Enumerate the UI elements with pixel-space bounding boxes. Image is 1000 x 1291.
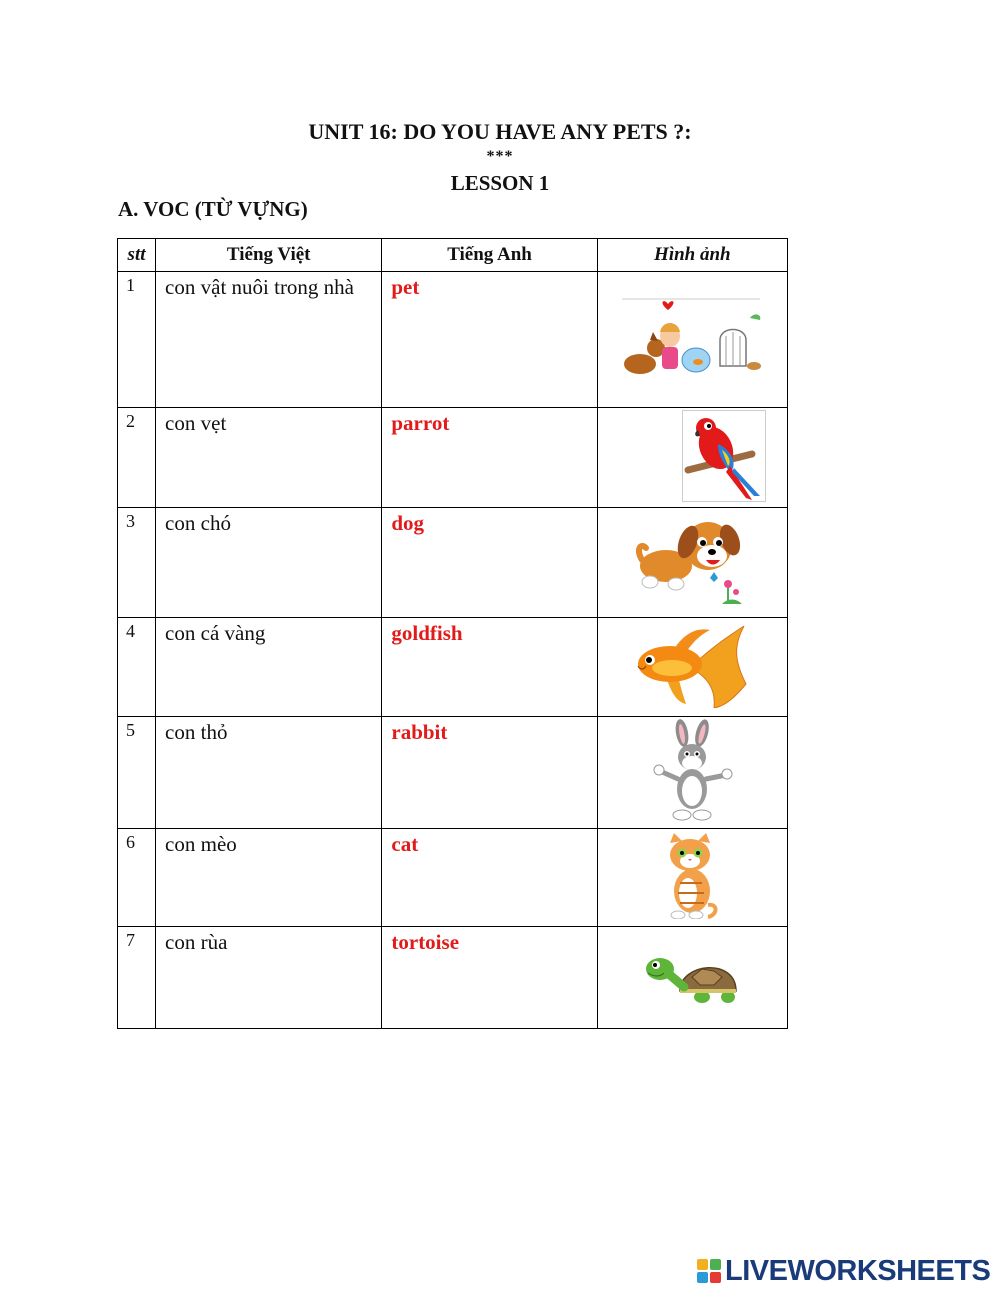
image-cell <box>597 829 787 927</box>
logo-block <box>710 1259 721 1270</box>
vietnamese-word: con thỏ <box>156 717 382 829</box>
vietnamese-word: con cá vàng <box>156 618 382 717</box>
table-row <box>118 927 788 1029</box>
vietnamese-word: con vật nuôi trong nhà <box>156 272 382 408</box>
table-header-row <box>118 239 788 272</box>
section-heading: A. VOC (TỪ VỰNG) <box>118 197 308 221</box>
parrot-illustration <box>682 410 766 502</box>
table-row <box>118 829 788 927</box>
dog-illustration <box>636 516 756 608</box>
vocabulary-table <box>117 238 788 1029</box>
image-cell <box>597 717 787 829</box>
english-word: dog <box>382 508 597 618</box>
table-row <box>118 408 788 508</box>
logo-block <box>710 1272 721 1283</box>
liveworksheets-logo <box>697 1256 990 1286</box>
table-row <box>118 717 788 829</box>
row-number: 4 <box>118 618 156 717</box>
vietnamese-word: con chó <box>156 508 382 618</box>
image-cell <box>597 408 787 508</box>
header-image: Hình ảnh <box>597 239 787 272</box>
row-number: 2 <box>118 408 156 508</box>
unit-title: UNIT 16: DO YOU HAVE ANY PETS ?: <box>308 119 692 144</box>
table-row <box>118 272 788 408</box>
pets-group-illustration <box>622 296 762 384</box>
row-number: 5 <box>118 717 156 829</box>
header-vietnamese: Tiếng Việt <box>156 239 382 272</box>
vietnamese-word: con vẹt <box>156 408 382 508</box>
english-word: parrot <box>382 408 597 508</box>
table-row <box>118 508 788 618</box>
english-word: pet <box>382 272 597 408</box>
lesson-title: LESSON 1 <box>450 171 550 195</box>
logo-text: LIVEWORKSHEETS <box>725 1254 991 1287</box>
goldfish-illustration <box>636 624 748 708</box>
vietnamese-word: con mèo <box>156 829 382 927</box>
tortoise-illustration <box>644 947 740 1007</box>
english-word: cat <box>382 829 597 927</box>
table-row <box>118 618 788 717</box>
title-stars: *** <box>486 148 514 165</box>
vietnamese-word: con rùa <box>156 927 382 1029</box>
row-number: 3 <box>118 508 156 618</box>
logo-block <box>697 1259 708 1270</box>
image-cell <box>597 508 787 618</box>
header-english: Tiếng Anh <box>382 239 597 272</box>
rabbit-illustration <box>652 719 736 823</box>
header-stt: stt <box>118 239 156 272</box>
row-number: 1 <box>118 272 156 408</box>
cat-illustration <box>660 833 720 919</box>
logo-block <box>697 1272 708 1283</box>
row-number: 6 <box>118 829 156 927</box>
image-cell <box>597 618 787 717</box>
image-cell <box>597 272 787 408</box>
english-word: goldfish <box>382 618 597 717</box>
english-word: tortoise <box>382 927 597 1029</box>
english-word: rabbit <box>382 717 597 829</box>
image-cell <box>597 927 787 1029</box>
logo-blocks <box>697 1259 721 1283</box>
row-number: 7 <box>118 927 156 1029</box>
